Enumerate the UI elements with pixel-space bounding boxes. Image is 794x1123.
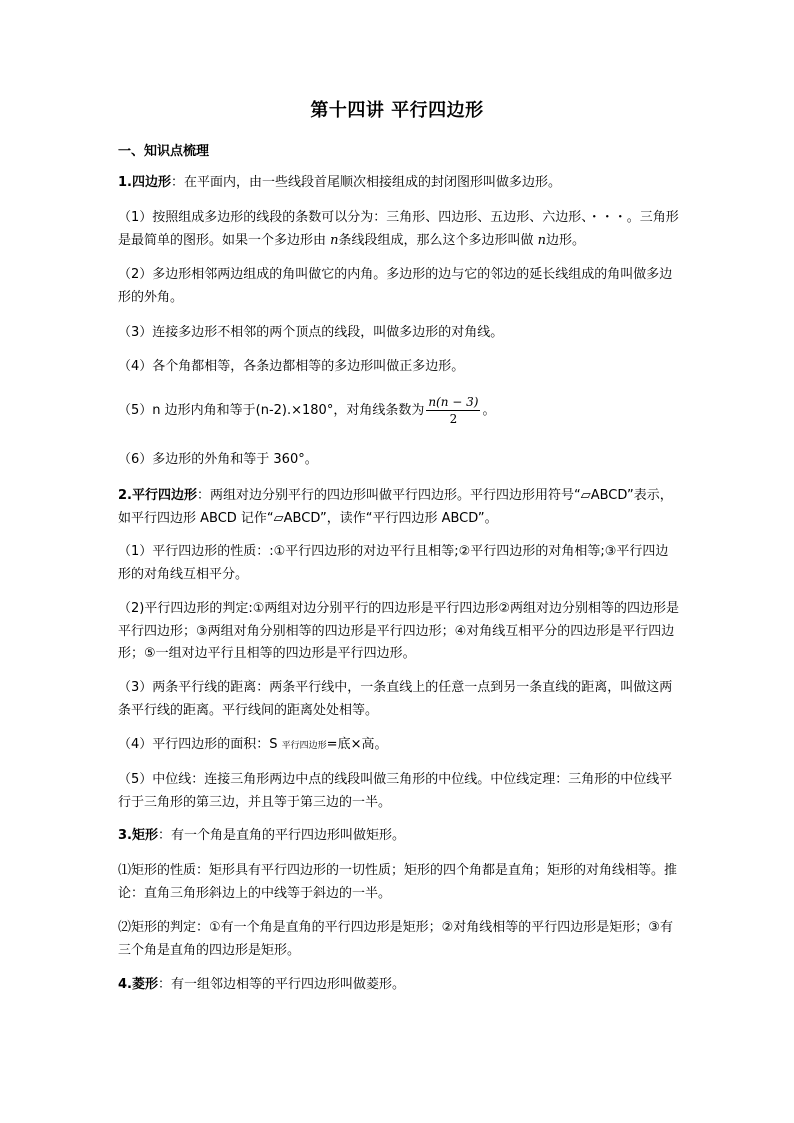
- paragraph-interior-exterior-angle: （2）多边形相邻两边组成的角叫做它的内角。多边形的边与它的邻边的延长线组成的角叫做多边形的外角。: [118, 267, 673, 305]
- term-quadrilateral: 1.四边形: [118, 175, 171, 190]
- diagonal-count-fraction: [426, 394, 480, 427]
- text-part: （4）平行四边形的面积：S: [118, 737, 282, 752]
- text-part: （5）n 边形内角和等于(n-2).×180°，对角线条数为: [118, 403, 425, 418]
- text-part: 。: [482, 403, 496, 418]
- definition-text: ：在平面内，由一些线段首尾顺次相接组成的封闭图形叫做多边形。: [170, 175, 561, 190]
- text-part: （1）按照组成多边形的线段的条数可以分为：三角形、四边形、五边形、六边形、・・・。三角形是最简单的图形。如果一个多边形由: [118, 210, 679, 248]
- definition-text: ：有一个角是直角的平行四边形叫做矩形。: [157, 828, 405, 843]
- text-part: 条线段组成，那么这个多边形叫做: [338, 232, 538, 248]
- page-title: 第十四讲 平行四边形: [310, 100, 484, 121]
- area-subscript: 平行四边形: [281, 741, 327, 751]
- variable-n: n: [330, 232, 339, 248]
- text-part: 边形。: [546, 232, 586, 248]
- paragraph-rectangle-definition: [118, 825, 680, 848]
- fraction-denominator: 2: [449, 412, 458, 426]
- term-rhombus: 4.菱形: [118, 977, 158, 992]
- paragraph-parallel-distance: （3）两条平行线的距离：两条平行线中，一条直线上的任意一点到另一条直线的距离，叫做这两条平行线的距离。平行线间的距离处处相等。: [118, 680, 673, 718]
- term-rectangle: 3.矩形: [118, 828, 158, 843]
- variable-n: n: [537, 232, 547, 248]
- paragraph-exterior-angle-sum: （6）多边形的外角和等于 360°。: [118, 452, 318, 467]
- paragraph-midline: （5）中位线：连接三角形两边中点的线段叫做三角形的中位线。中位线定理：三角形的中位线平行于三角形的第三边，并且等于第三边的一半。: [118, 772, 673, 810]
- paragraph-polygon-classification: [118, 207, 680, 252]
- paragraph-diagonal: （3）连接多边形不相邻的两个顶点的线段，叫做多边形的对角线。: [118, 325, 504, 340]
- paragraph-regular-polygon: （4）各个角都相等，各条边都相等的多边形叫做正多边形。: [118, 359, 465, 374]
- text-part: =底×高。: [326, 737, 388, 752]
- term-parallelogram: 2.平行四边形: [118, 488, 197, 503]
- paragraph-parallelogram-definition: [118, 485, 680, 530]
- paragraph-rhombus-definition: [118, 974, 680, 997]
- definition-text: ：有一组邻边相等的平行四边形叫做菱形。: [157, 977, 405, 992]
- paragraph-angle-sum: [118, 394, 680, 427]
- paragraph-parallelogram-area: [118, 734, 680, 758]
- paragraph-parallelogram-properties: （1）平行四边形的性质：:①平行四边形的对边平行且相等;②平行四边形的对角相等;③平行四边形的对角线互相平分。: [118, 544, 669, 582]
- paragraph-parallelogram-criteria: （2)平行四边形的判定:①两组对边分别平行的四边形是平行四边形②两组对边分别相等的四边形是平行四边形；③两组对角分别相等的四边形是平行四边形；④对角线互相平分的四边形是平行四边形；⑤一组对边平行且相等的四边形是平行四边形。: [118, 601, 680, 661]
- paragraph-quadrilateral-definition: [118, 172, 680, 195]
- fraction-numerator: n(n − 3): [428, 395, 479, 409]
- section-heading: 一、知识点梳理: [118, 144, 210, 159]
- paragraph-rectangle-properties: ⑴矩形的性质：矩形具有平行四边形的一切性质；矩形的四个角都是直角；矩形的对角线相等。推论：直角三角形斜边上的中线等于斜边的一半。: [118, 863, 678, 901]
- paragraph-rectangle-criteria: ⑵矩形的判定：①有一个角是直角的平行四边形是矩形；②对角线相等的平行四边形是矩形；③有三个角是直角的四边形是矩形。: [118, 920, 673, 958]
- definition-text: ：两组对边分别平行的四边形叫做平行四边形。平行四边形用符号“▱ABCD”表示，如平行四边形 ABCD 记作“▱ABCD”，读作“平行四边形 ABCD”。: [118, 488, 673, 526]
